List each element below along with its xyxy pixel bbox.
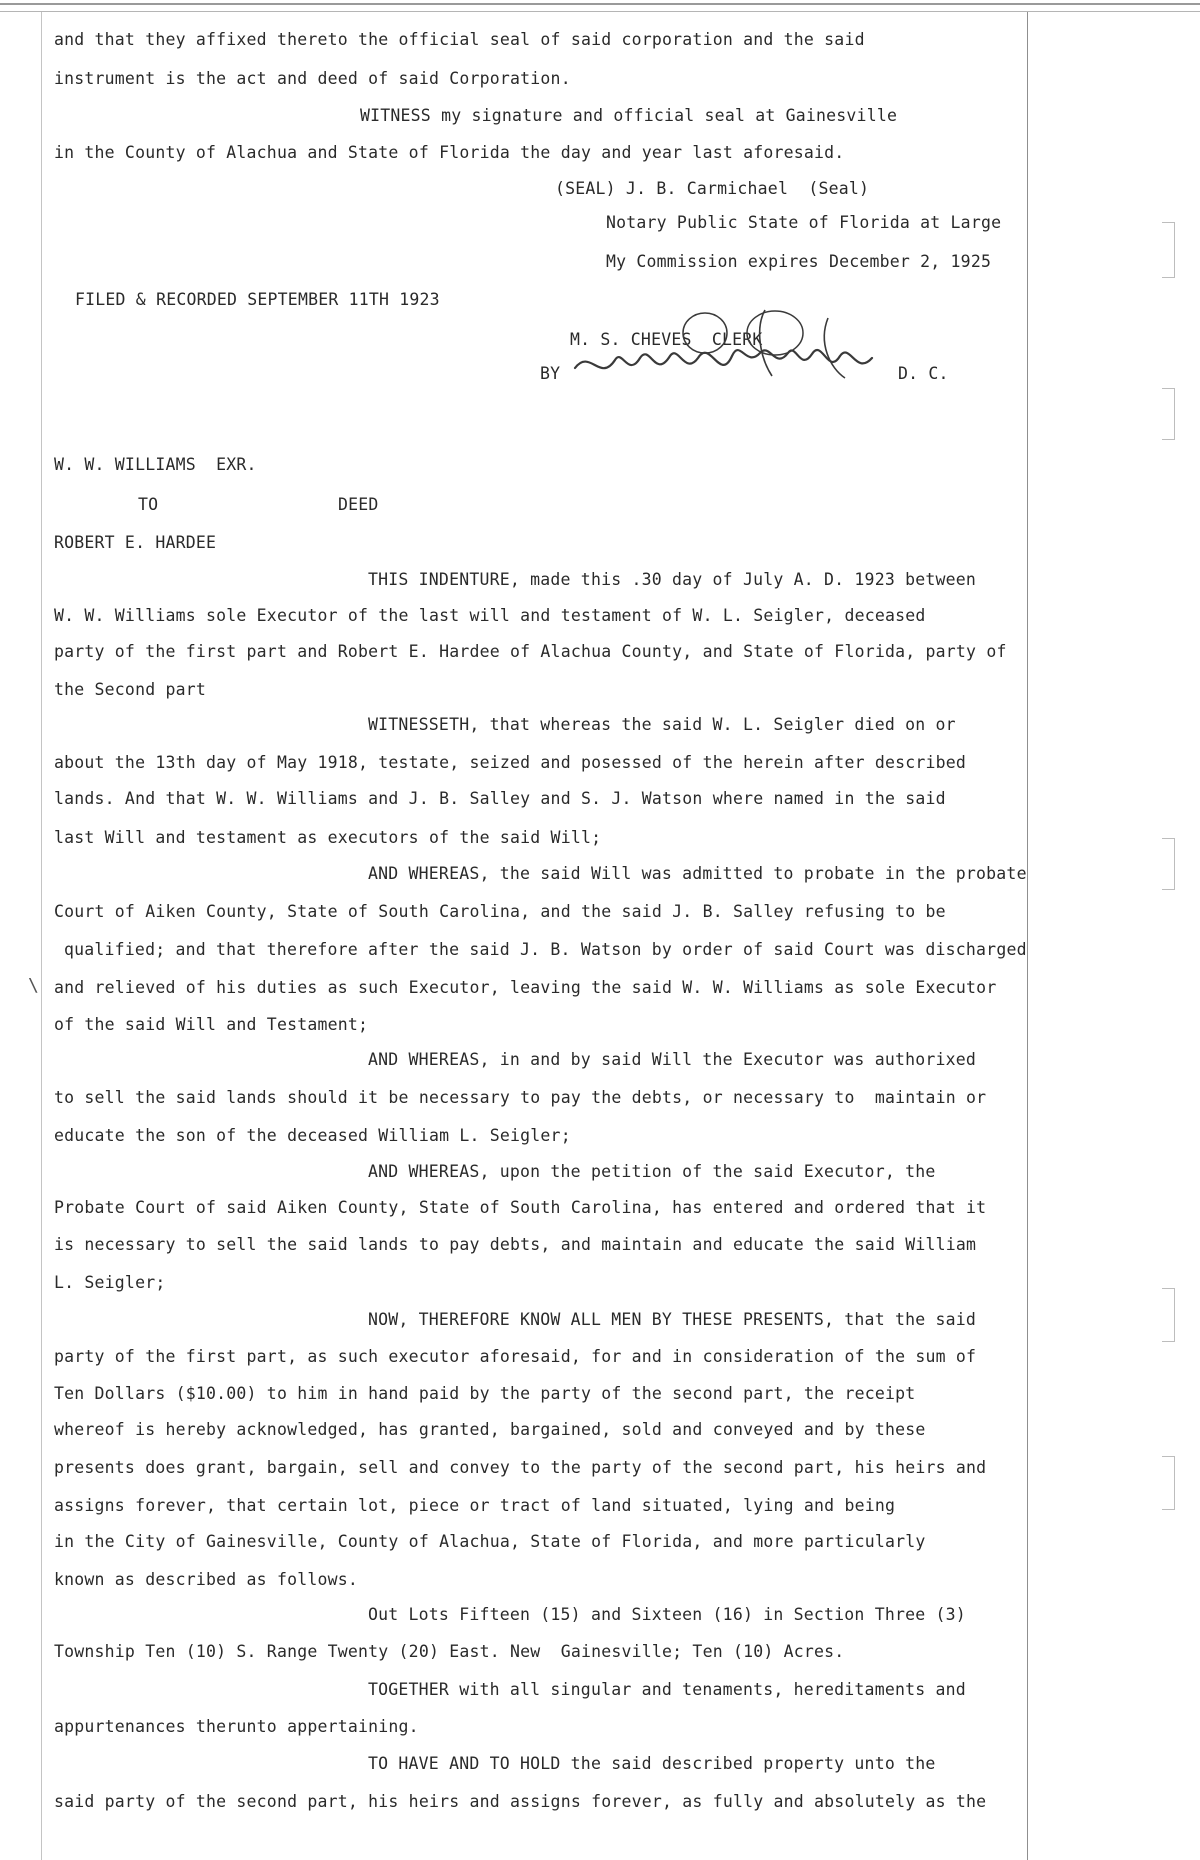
text-line: to sell the said lands should it be necessary to pay the debts, or necessary to maintain or: [54, 1088, 987, 1107]
text-line: Out Lots Fifteen (15) and Sixteen (16) in Section Three (3): [368, 1605, 966, 1624]
filed-recorded-line: FILED & RECORDED SEPTEMBER 11TH 1923: [75, 290, 440, 309]
text-line: AND WHEREAS, in and by said Will the Executor was authorixed: [368, 1050, 977, 1069]
margin-bracket-mark: [1162, 1456, 1175, 1510]
text-line: party of the first part, as such executor aforesaid, for and in consideration of the sum of: [54, 1347, 977, 1366]
notary-signature-line: (SEAL) J. B. Carmichael (Seal): [555, 179, 870, 198]
caption-to: TO: [138, 495, 159, 514]
text-line: said party of the second part, his heirs and assigns forever, as fully and absolutely as the: [54, 1792, 987, 1811]
text-line: W. W. Williams sole Executor of the last will and testament of W. L. Seigler, deceased: [54, 606, 926, 625]
left-margin-rule: [41, 12, 42, 1860]
margin-bracket-mark: [1162, 838, 1175, 890]
by-label: BY: [540, 364, 561, 383]
text-line: in the City of Gainesville, County of Alachua, State of Florida, and more particularly: [54, 1532, 926, 1551]
clerk-signature-icon: [560, 298, 900, 408]
text-line: THIS INDENTURE, made this .30 day of July A. D. 1923 between: [368, 570, 977, 589]
text-line: whereof is hereby acknowledged, has granted, bargained, sold and conveyed and by these: [54, 1420, 926, 1439]
right-margin-rule: [1027, 12, 1028, 1860]
notary-title-line: Notary Public State of Florida at Large: [606, 213, 1002, 232]
text-line: presents does grant, bargain, sell and convey to the party of the second part, his heirs and: [54, 1458, 987, 1477]
text-line: last Will and testament as executors of the said Will;: [54, 828, 602, 847]
text-line: Ten Dollars ($10.00) to him in hand paid by the party of the second part, the receipt: [54, 1384, 916, 1403]
text-line: party of the first part and Robert E. Hardee of Alachua County, and State of Florida, party of: [54, 642, 1007, 661]
text-line: Probate Court of said Aiken County, State of South Carolina, has entered and ordered that it: [54, 1198, 987, 1217]
text-line: AND WHEREAS, the said Will was admitted to probate in the probate: [368, 864, 1027, 883]
margin-bracket-mark: [1162, 222, 1175, 278]
text-line: known as described as follows.: [54, 1570, 359, 1589]
text-line: lands. And that W. W. Williams and J. B. Salley and S. J. Watson where named in the said: [54, 789, 946, 808]
caption-deed: DEED: [338, 495, 379, 514]
text-line: assigns forever, that certain lot, piece or tract of land situated, lying and being: [54, 1496, 896, 1515]
text-line: TOGETHER with all singular and tenaments, hereditaments and: [368, 1680, 966, 1699]
text-line: educate the son of the deceased William L. Seigler;: [54, 1126, 571, 1145]
deputy-clerk-label: D. C.: [898, 364, 949, 383]
text-line: appurtenances therunto appertaining.: [54, 1717, 419, 1736]
top-border-rule: [0, 3, 1200, 5]
commission-expiry-line: My Commission expires December 2, 1925: [606, 252, 992, 271]
text-line: instrument is the act and deed of said Corporation.: [54, 69, 571, 88]
margin-bracket-mark: [1162, 388, 1175, 440]
text-line: TO HAVE AND TO HOLD the said described property unto the: [368, 1754, 936, 1773]
text-line: of the said Will and Testament;: [54, 1015, 369, 1034]
text-line: and relieved of his duties as such Executor, leaving the said W. W. Williams as sole Executor: [54, 978, 997, 997]
top-border-rule-thin: [0, 11, 1200, 12]
text-line: WITNESS my signature and official seal at Gainesville: [360, 106, 898, 125]
grantee-caption: ROBERT E. HARDEE: [54, 533, 217, 552]
text-line: in the County of Alachua and State of Florida the day and year last aforesaid.: [54, 143, 845, 162]
text-line: the Second part: [54, 680, 207, 699]
text-line: AND WHEREAS, upon the petition of the said Executor, the: [368, 1162, 936, 1181]
text-line: L. Seigler;: [54, 1273, 166, 1292]
text-line: and that they affixed thereto the official seal of said corporation and the said: [54, 30, 865, 49]
text-line: NOW, THEREFORE KNOW ALL MEN BY THESE PRESENTS, that the said: [368, 1310, 977, 1329]
text-line: about the 13th day of May 1918, testate, seized and posessed of the herein after described: [54, 753, 967, 772]
text-line: is necessary to sell the said lands to pay debts, and maintain and educate the said William: [54, 1235, 977, 1254]
clerk-name-line: M. S. CHEVES CLERK: [570, 330, 763, 349]
text-line: qualified; and that therefore after the said J. B. Watson by order of said Court was discharged: [64, 940, 1027, 959]
text-line: Court of Aiken County, State of South Carolina, and the said J. B. Salley refusing to be: [54, 902, 946, 921]
text-line: WITNESSETH, that whereas the said W. L. Seigler died on or: [368, 715, 956, 734]
grantor-caption: W. W. WILLIAMS EXR.: [54, 455, 257, 474]
margin-tick-mark: \: [28, 975, 39, 996]
margin-bracket-mark: [1162, 1288, 1175, 1342]
text-line: Township Ten (10) S. Range Twenty (20) East. New Gainesville; Ten (10) Acres.: [54, 1642, 845, 1661]
